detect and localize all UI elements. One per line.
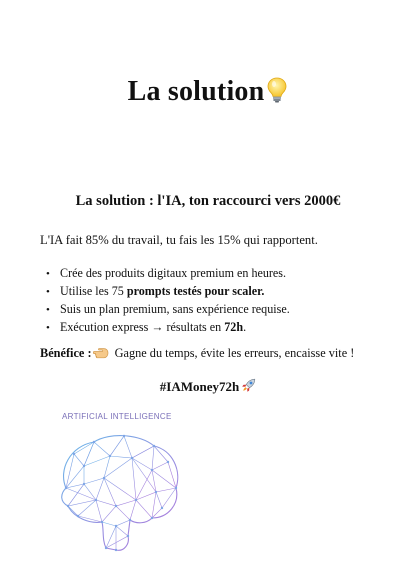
list-item-text: Suis un plan premium, sans expérience requise.: [60, 302, 290, 316]
list-item-text: Utilise les 75: [60, 284, 127, 298]
page-title: [0, 76, 416, 111]
benefits-list: [46, 264, 290, 336]
list-item-text: Exécution express → résultats en: [60, 320, 225, 334]
page-title-text: La solution: [127, 76, 265, 107]
ai-caption: ARTIFICIAL INTELLIGENCE: [62, 412, 172, 421]
list-item: • Suis un plan premium, sans expérience requise.: [46, 302, 290, 316]
hashtag: [0, 378, 416, 397]
ai-illustration: [40, 412, 190, 562]
rocket-icon: [241, 378, 256, 397]
pointing-hand-icon: [93, 347, 109, 363]
ai-brain-icon: [44, 426, 186, 558]
list-item: • Utilise les 75 prompts testés pour scaler.: [46, 284, 265, 298]
benefit-text: Gagne du temps, évite les erreurs, encaisse vite !: [111, 346, 355, 360]
list-item-bold: prompts testés pour scaler.: [126, 284, 265, 298]
hashtag-text: #IAMoney72h: [159, 379, 240, 394]
list-item-bold: 72h: [224, 320, 244, 334]
benefit-label: Bénéfice :: [40, 346, 92, 360]
list-item-text: Crée des produits digitaux premium en heures.: [60, 266, 287, 280]
light-bulb-icon: [266, 77, 288, 111]
list-item: • Crée des produits digitaux premium en heures.: [46, 266, 287, 280]
intro-text: L'IA fait 85% du travail, tu fais les 15% qui rapportent.: [40, 233, 318, 247]
list-item-tail: .: [243, 320, 247, 334]
benefit-line: [40, 346, 354, 363]
section-heading: La solution : l'IA, ton raccourci vers 2000€: [75, 193, 341, 209]
list-item: • Exécution express → résultats en 72h.: [46, 320, 247, 334]
